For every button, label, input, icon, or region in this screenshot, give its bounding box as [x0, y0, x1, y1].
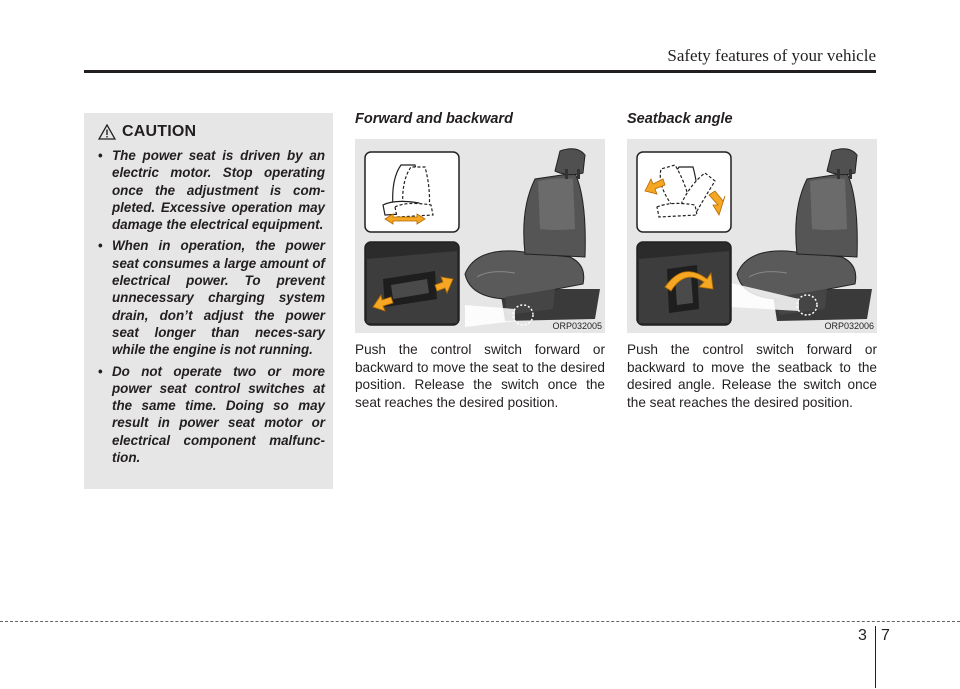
figure-code: ORP032006: [824, 321, 874, 331]
footer-dashed-line: [0, 621, 960, 622]
page-section-number: 3: [858, 627, 867, 644]
caution-header: [92, 121, 325, 143]
caution-title: CAUTION: [122, 123, 197, 140]
header-rule: [84, 70, 876, 73]
seat-illustration-forward-backward: [355, 139, 605, 333]
section-title-forward-backward: Forward and backward: [355, 111, 513, 127]
page-number: 7: [881, 627, 890, 644]
caution-item: • When in operation, the power seat consumes a large amount of electrical power. To prevent unnecessary charging system drain, don’t adjust the power seat longer than neces-sary while the engine is not running.: [92, 237, 325, 358]
header-title: Safety features of your vehicle: [667, 46, 876, 65]
warning-triangle-icon: [98, 124, 116, 140]
page-number-divider: [875, 626, 876, 688]
caution-item: • The power seat is driven by an electric motor. Stop operating once the adjustment is com-pleted. Excessive operation may damage the electrical equipment.: [92, 147, 325, 233]
seat-illustration-seatback-angle: [627, 139, 877, 333]
caution-box: [84, 113, 333, 489]
caution-item: • Do not operate two or more power seat control switches at the same time. Doing so may result in power seat motor or electrical component malfunc-tion.: [92, 363, 325, 467]
caution-list: [92, 147, 325, 466]
figure-code: ORP032005: [552, 321, 602, 331]
figure-seatback-angle: [627, 139, 877, 333]
section-text-seatback-angle: Push the control switch forward or backward to move the seatback to the desired angle. Release the switch once the seat reaches the desired position.: [627, 342, 877, 410]
section-title-seatback-angle: Seatback angle: [627, 111, 733, 127]
figure-forward-backward: [355, 139, 605, 333]
section-text-forward-backward: Push the control switch forward or backward to move the seat to the desired position. Release the switch once the seat reaches the desired position.: [355, 342, 605, 410]
